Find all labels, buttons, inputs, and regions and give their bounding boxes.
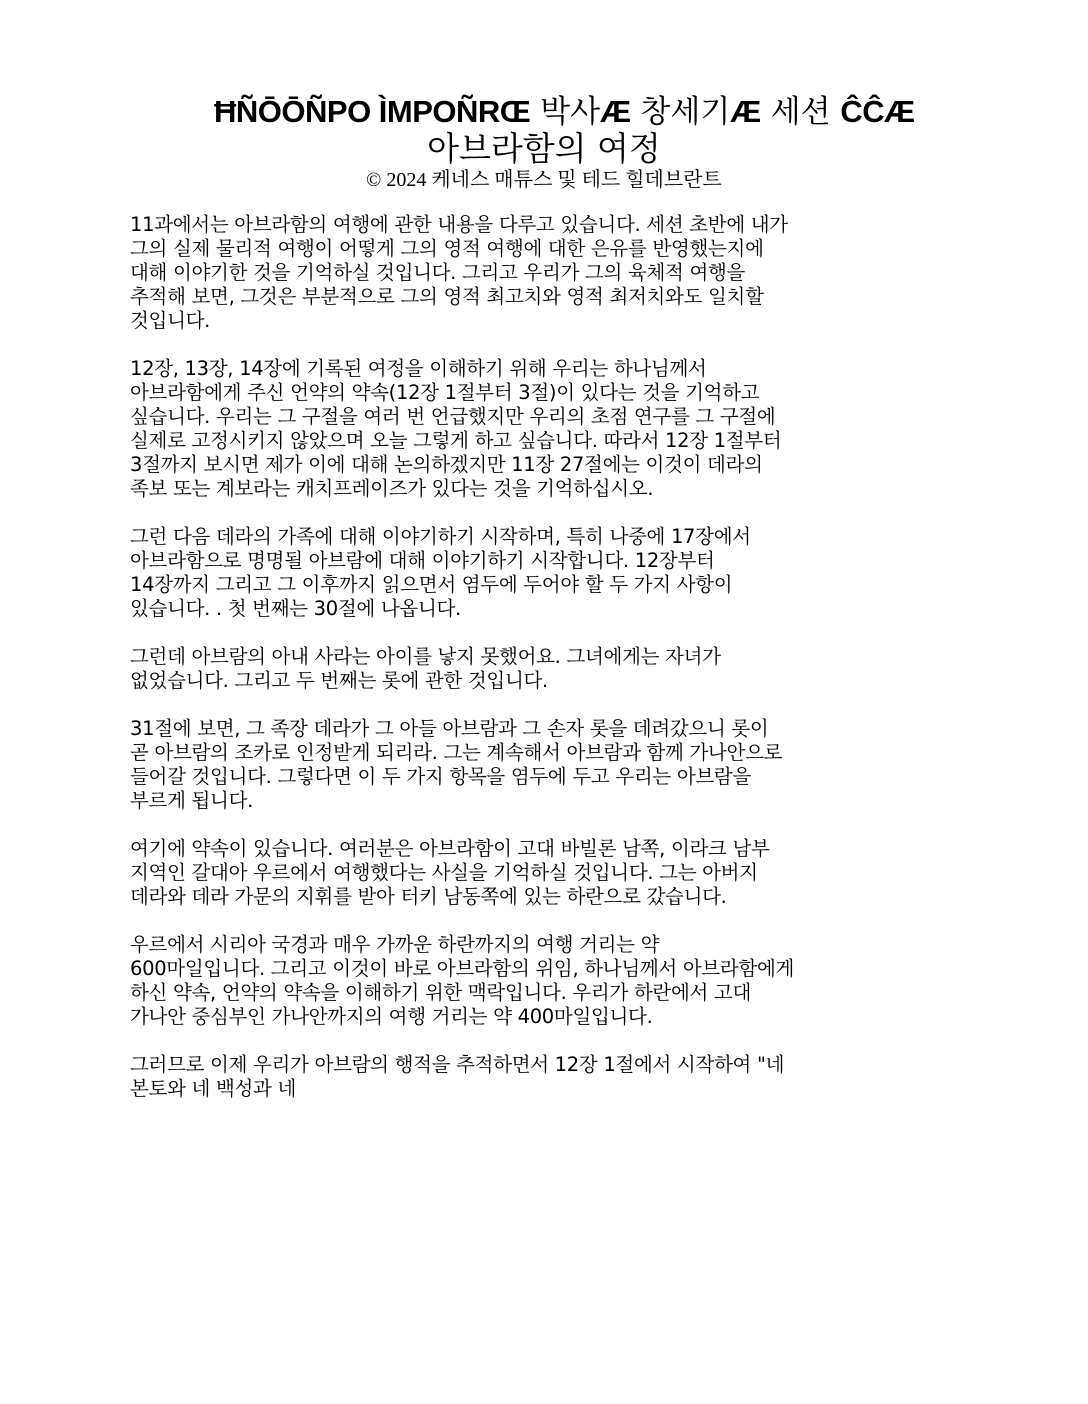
paragraph-line: 지역인 갈대아 우르에서 여행했다는 사실을 기억하실 것입니다. 그는 아버지	[130, 861, 758, 884]
paragraph	[130, 717, 940, 813]
paragraph-line: 있습니다. . 첫 번째는 30절에 나옵니다.	[130, 597, 461, 620]
paragraph-line: 600마일입니다. 그리고 이것이 바로 아브라함의 위임, 하나님께서 아브라함에게	[130, 957, 795, 980]
paragraph-line: 그런 다음 데라의 가족에 대해 이야기하기 시작하며, 특히 나중에 17장에서	[130, 525, 751, 548]
paragraph-line: 14장까지 그리고 그 이후까지 읽으면서 염두에 두어야 할 두 가지 사항이	[130, 573, 733, 596]
paragraph-line: 것입니다.	[130, 309, 211, 332]
paragraph-line: 그러므로 이제 우리가 아브람의 행적을 추적하면서 12장 1절에서 시작하여 "네	[130, 1053, 785, 1076]
paragraph-line: 여기에 약속이 있습니다. 여러분은 아브라함이 고대 바빌론 남쪽, 이라크 남부	[130, 837, 770, 860]
title-separator-b: Æ	[730, 94, 761, 129]
paragraph	[130, 837, 940, 909]
paragraph-line: 가나안 중심부인 가나안까지의 여행 거리는 약 400마일입니다.	[130, 1005, 653, 1028]
title-part-a: 박사	[540, 94, 601, 130]
title-part-b: 창세기	[640, 94, 731, 130]
paragraph-line: 추적해 보면, 그것은 부분적으로 그의 영적 최고치와 영적 최저치와도 일치할	[130, 285, 764, 308]
paragraph-line: 아브라함에게 주신 언약의 약속(12장 1절부터 3절)이 있다는 것을 기억하고	[130, 381, 760, 404]
paragraph	[130, 213, 940, 333]
paragraph-line: 없었습니다. 그리고 두 번째는 롯에 관한 것입니다.	[130, 669, 548, 692]
title-part-c: 세션	[770, 94, 831, 130]
paragraph-line: 싶습니다. 우리는 그 구절을 여러 번 언급했지만 우리의 초점 연구를 그 구절에	[130, 405, 776, 428]
paragraph-line: 대해 이야기한 것을 기억하실 것입니다. 그리고 우리가 그의 육체적 여행을	[130, 261, 746, 284]
paragraph-line: 들어갈 것입니다. 그렇다면 이 두 가지 항목을 염두에 두고 우리는 아브람을	[130, 765, 751, 788]
title-latin: ĦÑŌŌÑPO ÌMPOÑRŒ	[214, 94, 531, 129]
paragraph-line: 곧 아브람의 조카로 인정받게 되리라. 그는 계속해서 아브람과 함께 가나안으로	[130, 741, 783, 764]
document-body	[130, 213, 940, 1125]
paragraph-line: 아브라함으로 명명될 아브람에 대해 이야기하기 시작합니다. 12장부터	[130, 549, 715, 572]
paragraph-line: 그런데 아브람의 아내 사라는 아이를 낳지 못했어요. 그녀에게는 자녀가	[130, 645, 721, 668]
paragraph-line: 11과에서는 아브라함의 여행에 관한 내용을 다루고 있습니다. 세션 초반에 내가	[130, 213, 788, 236]
document-subtitle: 아브라함의 여정	[427, 129, 661, 168]
paragraph	[130, 525, 940, 621]
copyright-notice: © 2024 케네스 매튜스 및 테드 힐데브란트	[366, 169, 722, 191]
paragraph-line: 족보 또는 계보라는 캐치프레이즈가 있다는 것을 기억하십시오.	[130, 477, 654, 500]
paragraph-line: 3절까지 보시면 제가 이에 대해 논의하겠지만 11장 27절에는 이것이 데라의	[130, 453, 763, 476]
paragraph-line: 그의 실제 물리적 여행이 어떻게 그의 영적 여행에 대한 은유를 반영했는지에	[130, 237, 764, 260]
paragraph-line: 실제로 고정시키지 않았으며 오늘 그렇게 하고 싶습니다. 따라서 12장 1절부터	[130, 429, 782, 452]
title-separator-a: Æ	[600, 94, 631, 129]
paragraph-line: 12장, 13장, 14장에 기록된 여정을 이해하기 위해 우리는 하나님께서	[130, 357, 707, 380]
document-title	[214, 92, 974, 132]
paragraph-line: 부르게 됩니다.	[130, 789, 254, 812]
paragraph	[130, 645, 940, 693]
title-code: ĈĈÆ	[840, 94, 915, 129]
paragraph-line: 본토와 네 백성과 네	[130, 1077, 296, 1100]
paragraph-line: 우르에서 시리아 국경과 매우 가까운 하란까지의 여행 거리는 약	[130, 933, 660, 956]
paragraph	[130, 357, 940, 501]
paragraph	[130, 933, 940, 1029]
paragraph-line: 하신 약속, 언약의 약속을 이해하기 위한 맥락입니다. 우리가 하란에서 고대	[130, 981, 751, 1004]
paragraph-line: 31절에 보면, 그 족장 데라가 그 아들 아브람과 그 손자 롯을 데려갔으니 롯이	[130, 717, 769, 740]
paragraph-line: 데라와 데라 가문의 지휘를 받아 터키 남동쪽에 있는 하란으로 갔습니다.	[130, 885, 727, 908]
paragraph	[130, 1053, 940, 1101]
